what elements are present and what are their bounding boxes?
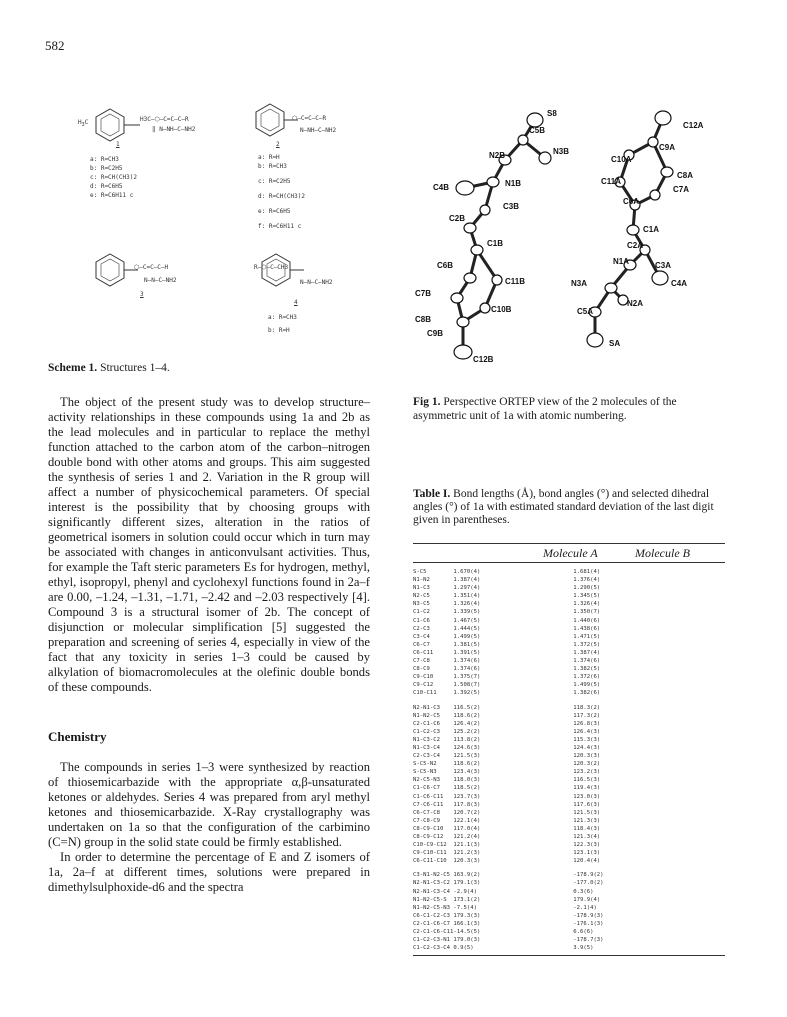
molecule-b-value: 1.372(5) <box>573 641 601 648</box>
molecule-a-value: 120.3(3) <box>453 858 481 865</box>
list-item: b: R=C2H5 <box>90 165 123 172</box>
table-row <box>413 928 725 936</box>
table-row <box>413 720 725 728</box>
molecule-a-value: 163.9(2) <box>453 872 481 879</box>
atom-label: C7B <box>415 289 432 298</box>
atom-label: C4B <box>433 183 450 192</box>
table-row <box>413 665 725 673</box>
structure-4-subchain: N—N—C—NH2 <box>300 279 333 286</box>
paragraph: The compounds in series 1–3 were synthesized by reaction of thiosemicarbazide with the appropriate α,β-unsaturated ketones or aldehydes. Series 4 was prepared from aryl methyl ketones and thiosemicarbazide. X-Ray crystallography was undertaken on 1a so that the configuration of the carbimino (C=N) group in the solid state could be firmly established. <box>48 760 370 849</box>
scheme-1 <box>60 100 380 345</box>
bond-label: C2-C1-C6-C11 <box>413 929 454 936</box>
molecule-a-value: 179.1(3) <box>453 880 481 887</box>
list-item: a: R=CH3 <box>268 314 297 321</box>
molecule-b-value: 118.4(3) <box>573 825 601 832</box>
molecule-b-value: 0.3(6) <box>573 888 594 895</box>
bond-table <box>413 568 725 952</box>
table-row <box>413 704 725 712</box>
table-row <box>413 888 725 896</box>
molecule-a-value: 1.326(4) <box>453 601 481 608</box>
molecule-a-value: 1.375(7) <box>453 674 481 681</box>
molecule-a-value: 179.0(3) <box>453 937 481 944</box>
table-row <box>413 600 725 608</box>
atom-label: SA <box>609 339 621 348</box>
molecule-b-value: 1.350(7) <box>573 609 601 616</box>
list-item: d: R=CH(CH3)2 <box>258 193 305 200</box>
bond-label: N1-N2-C5-S <box>413 896 447 903</box>
list-item: b: R=CH3 <box>258 163 287 170</box>
table-row <box>413 641 725 649</box>
bond-label: C6-C7 <box>413 641 430 648</box>
table-row <box>413 633 725 641</box>
bond-label: N1-C3-C4 <box>413 744 440 751</box>
bond-label: C10-C11 <box>413 690 437 697</box>
caption-label: Table I. <box>413 488 451 500</box>
atom-label: C4A <box>671 279 688 288</box>
bond-label: C7-C8-C9 <box>413 817 440 824</box>
table-row <box>413 879 725 887</box>
table-row <box>413 625 725 633</box>
molecule-a-value: 117.0(4) <box>453 825 481 832</box>
table-row <box>413 841 725 849</box>
body-text <box>48 395 370 895</box>
table-row <box>413 760 725 768</box>
paragraph: The object of the present study was to develop structure–activity relationships in these compounds using 1a and 2b as the lead molecules and in particular to replace the methyl function attached to the carbon atom of the carbon–nitrogen double bond with other atoms and groups. This aim suggested the synthesis of series 1 and 2. Variation in the R group will affect a number of physicochemical parameters. Of special interest is the possibility that by choosing groups with significantly different sizes, alteration in the ratios of geometrical isomers in solution could occur which in turn may be associated with changes in anticonvulsant activities. Thus, for example the Taft steric parameters Es for hydrogen, methyl, ethyl, isopropyl, phenyl and cyclohexyl functions found in 2a–f are 0.00, –1.24, –1.31, –1.71, –2.42 and –2.03 respectively [4]. Compound 3 is a structural isomer of 2b. The concept of disjunction or molecular simplification [5] suggested the preparation and screening of series 4, especially in view of the fact that any toxicity in series 1–3 could be caused by alkylation of biomacromolecules at the olefinic double bonds of these compounds. <box>48 395 370 694</box>
structure-4-list <box>268 313 297 335</box>
atom-label: C10A <box>611 155 632 164</box>
figure-caption <box>413 395 725 423</box>
molecule-a-value: 1.508(7) <box>453 682 481 689</box>
column-header: Molecule B <box>635 546 690 560</box>
table-row <box>413 768 725 776</box>
bond-label: N3-C5 <box>413 601 430 608</box>
section-heading: Chemistry <box>48 729 107 744</box>
molecule-a-value: 1.392(5) <box>453 690 481 697</box>
molecule-a-value: 113.8(2) <box>453 736 481 743</box>
table-row <box>413 912 725 920</box>
molecule-a-value: 1.387(4) <box>453 577 481 584</box>
bond-label: C6-C1-C2-C3 <box>413 912 451 919</box>
atom-label: C6A <box>623 197 640 206</box>
molecule-a-value: 173.1(2) <box>453 896 481 903</box>
table-row <box>413 689 725 697</box>
bond-label: N1-C3 <box>413 585 430 592</box>
table-row <box>413 833 725 841</box>
atom-label: C12A <box>683 121 704 130</box>
molecule-b-value: 123.0(3) <box>573 793 601 800</box>
molecule-a-value: 120.7(2) <box>453 809 481 816</box>
scheme-caption <box>48 361 170 375</box>
molecule-a-value: 1.391(5) <box>453 649 481 656</box>
atom-label: C2B <box>449 214 466 223</box>
table-row <box>413 825 725 833</box>
molecule-a-value: 1.339(5) <box>453 609 481 616</box>
bond-label: C8-C9 <box>413 666 430 673</box>
table-row <box>413 944 725 952</box>
bond-label: N2-C5-N3 <box>413 777 440 784</box>
table-row <box>413 736 725 744</box>
molecule-a-value: 126.4(2) <box>453 720 481 727</box>
caption-label: Scheme 1. <box>48 362 98 374</box>
bond-label: N2-N1-C3 <box>413 704 440 711</box>
molecule-a-value: 121.1(3) <box>453 842 481 849</box>
structure-1-label: $H_3C$ <box>78 119 89 129</box>
bond-label: N2-N1-C3-C2 <box>413 880 451 887</box>
bond-label: C7-C8 <box>413 658 430 665</box>
structure-1-subchain: ‖ N—NH—C—NH2 <box>152 126 196 133</box>
bond-label: C7-C6-C11 <box>413 801 444 808</box>
structure-1-list <box>90 155 137 200</box>
molecule-a-value: 1.670(4) <box>453 569 481 575</box>
molecule-b-value: 123.1(3) <box>573 850 601 857</box>
bond-label: C8-C9-C12 <box>413 834 444 840</box>
bond-label: C2-C1-C6-C7 <box>413 920 451 927</box>
table-row <box>413 857 725 865</box>
table-row <box>413 776 725 784</box>
list-item: b: R=H <box>268 327 290 334</box>
molecule-b-value: 117.3(2) <box>573 712 601 719</box>
molecule-b-value: 1.326(4) <box>573 601 601 608</box>
table-row <box>413 608 725 616</box>
molecule-b-value: 119.4(3) <box>573 785 601 792</box>
list-item: f: R=C6H11 c <box>258 223 302 230</box>
table-row <box>413 744 725 752</box>
bond-label: C1-C6-C11 <box>413 793 444 800</box>
bond-label: C9-C12 <box>413 682 434 689</box>
table-row <box>413 649 725 657</box>
molecule-a-value: 121.2(4) <box>453 834 481 840</box>
molecule-b-value: 1.387(4) <box>573 649 601 656</box>
molecule-b-value: 3.9(5) <box>573 945 594 952</box>
table-row <box>413 809 725 817</box>
structure-4-chain: R—⬡—C—CH3 <box>254 264 289 271</box>
atom-label: N3B <box>553 147 570 156</box>
list-item: a: R=CH3 <box>90 156 119 163</box>
molecule-b-value: 6.6(6) <box>573 929 594 936</box>
atom-label: C10B <box>491 305 512 314</box>
molecule-b-value: 1.382(6) <box>573 690 601 697</box>
bond-label: C1-C2-C3 <box>413 728 440 735</box>
atom-label: C11A <box>601 177 622 186</box>
atom-label: S8 <box>547 109 557 118</box>
molecule-b-value: 122.3(3) <box>573 842 601 849</box>
molecule-a-value: 1.467(5) <box>453 617 481 624</box>
bond-label: C9-C10 <box>413 674 434 681</box>
atom-label: C5A <box>577 307 594 316</box>
table-caption <box>413 488 725 527</box>
atom-label: C3A <box>655 261 672 270</box>
molecule-a-value: 118.6(2) <box>453 712 481 719</box>
structure-2-chain: ⬡—C=C—C—R <box>292 115 327 122</box>
column-header: Molecule A <box>543 546 598 560</box>
molecule-a-value: 117.8(3) <box>453 801 481 808</box>
molecule-b-value: 126.8(3) <box>573 720 601 727</box>
atom-label: C1B <box>487 239 504 248</box>
bond-label: N1-C3-C2 <box>413 736 440 743</box>
molecule-a-value: 122.1(4) <box>453 817 481 824</box>
table-row <box>413 920 725 928</box>
molecule-a-value: 123.4(3) <box>453 769 481 776</box>
list-item: d: R=C6H5 <box>90 183 123 190</box>
structure-1-number: 1 <box>116 141 120 148</box>
molecule-b-value: 1.345(5) <box>573 593 601 600</box>
table-row <box>413 584 725 592</box>
list-item: e: R=C6H11 c <box>90 192 134 199</box>
atom-label: C12B <box>473 355 494 364</box>
molecule-b-value: 1.376(4) <box>573 577 601 584</box>
caption-text: Bond lengths (Å), bond angles (°) and selected dihedral angles (°) of 1a with estimated standard deviation of the last digit given in parentheses. <box>413 488 714 526</box>
molecule-b-value: 1.440(6) <box>573 617 601 624</box>
bond-label: S-C5-N3 <box>413 769 437 776</box>
page-number: 582 <box>45 38 65 53</box>
bond-label: C6-C11-C10 <box>413 858 447 865</box>
atom-label: C9B <box>427 329 444 338</box>
molecule-a-value: 1.374(6) <box>453 666 481 673</box>
structure-3-chain: ⬡—C=C—C—H <box>134 264 169 271</box>
atom-label: C11B <box>505 277 526 286</box>
table-row <box>413 936 725 944</box>
bond-label: C3-C4 <box>413 633 430 640</box>
molecule-a-value: 1.499(5) <box>453 633 481 640</box>
molecule-b-value: 121.3(4) <box>573 834 601 840</box>
molecule-b-value: 1.438(6) <box>573 625 601 632</box>
atom-label: C8A <box>677 171 694 180</box>
caption-label: Fig 1. <box>413 396 441 408</box>
molecule-b-value: -177.0(2) <box>573 880 604 887</box>
table-row <box>413 568 725 576</box>
table-row <box>413 592 725 600</box>
table-1 <box>413 488 725 956</box>
table-row <box>413 896 725 904</box>
table-row <box>413 801 725 809</box>
molecule-b-value: 121.5(3) <box>573 809 601 816</box>
table-row <box>413 673 725 681</box>
structure-2-subchain: N—NH—C—NH2 <box>300 127 337 134</box>
bond-label: C1-C6 <box>413 617 430 624</box>
table-row <box>413 712 725 720</box>
table-header <box>413 544 725 562</box>
bond-label: N2-N1-C3-C4 <box>413 888 451 895</box>
atom-label: C9A <box>659 143 676 152</box>
atom-label: N2A <box>627 299 644 308</box>
bond-label: C2-C1-C6 <box>413 720 440 727</box>
table-row <box>413 576 725 584</box>
bond-label: N1-N2-C5 <box>413 712 440 719</box>
molecule-b-value: 1.681(4) <box>573 569 601 575</box>
molecule-b-value: 1.290(5) <box>573 585 601 592</box>
molecule-a-value: 1.444(5) <box>453 625 481 632</box>
table-row <box>413 657 725 665</box>
structure-3-subchain: N—N—C—NH2 <box>144 277 177 284</box>
molecule-b-value: 1.382(5) <box>573 666 601 673</box>
bond-label: N1-N2-C5-N3 <box>413 904 451 911</box>
atom-label: N1A <box>613 257 630 266</box>
bond-label: C2-C3-C4 <box>413 753 440 760</box>
atom-label: C6B <box>437 261 454 270</box>
list-item: e: R=C6H5 <box>258 208 291 215</box>
bond-label: N1-N2 <box>413 577 430 584</box>
molecule-a-value: 121.5(3) <box>453 753 481 760</box>
atom-label: C2A <box>627 241 644 250</box>
molecule-a-value: 1.351(4) <box>453 593 481 600</box>
atom-label: C3B <box>503 202 520 211</box>
structure-3-number: 3 <box>140 291 144 298</box>
molecule-b-value: -178.9(2) <box>573 872 604 879</box>
table-row <box>413 728 725 736</box>
molecule-b-value: 117.6(3) <box>573 801 601 808</box>
list-item: c: R=C2H5 <box>258 178 291 185</box>
molecule-b-value: 179.9(4) <box>573 896 601 903</box>
molecule-b-value: -178.9(3) <box>573 912 604 919</box>
molecule-b-value: 1.374(6) <box>573 658 601 665</box>
bond-label: C3-N1-N2-C5 <box>413 872 451 879</box>
molecule-b-value: -176.1(3) <box>573 920 604 927</box>
bond-label: S-C5-N2 <box>413 761 437 768</box>
molecule-b-value: 1.372(6) <box>573 674 601 681</box>
molecule-a-value: 1.297(4) <box>453 585 481 592</box>
bond-label: C1-C2-C3-N1 <box>413 937 451 944</box>
bond-label: C1-C2-C3-C4 <box>413 945 451 952</box>
molecule-a-value: 166.1(3) <box>453 920 481 927</box>
molecule-b-value: 120.3(3) <box>573 753 601 760</box>
molecule-a-value: 118.6(2) <box>453 761 481 768</box>
bond-label: C2-C3 <box>413 625 430 632</box>
table-row <box>413 904 725 912</box>
atom-label: C1A <box>643 225 660 234</box>
molecule-a-value: 179.3(3) <box>453 912 481 919</box>
table-row <box>413 871 725 879</box>
structure-4-number: 4 <box>294 299 298 306</box>
list-item: c: R=CH(CH3)2 <box>90 174 137 181</box>
bond-label: C9-C10-C11 <box>413 850 447 857</box>
molecule-a-value: -7.5(4) <box>453 904 477 911</box>
atom-label: N1B <box>505 179 522 188</box>
molecule-a-value: -2.9(4) <box>453 888 477 895</box>
molecule-a-value: 124.6(3) <box>453 744 481 751</box>
molecule-a-value: 116.5(2) <box>453 704 481 711</box>
atom-label: C7A <box>673 185 690 194</box>
molecule-b-value: -2.1(4) <box>573 904 597 911</box>
molecule-b-value: 120.3(2) <box>573 761 601 768</box>
bond-label: C1-C2 <box>413 609 430 616</box>
molecule-a-value: 118.0(3) <box>453 777 481 784</box>
table-row <box>413 681 725 689</box>
atom-label: N2B <box>489 151 506 160</box>
molecule-a-value: 0.9(5) <box>453 945 474 952</box>
table-row <box>413 793 725 801</box>
atom-label: C8B <box>415 315 432 324</box>
molecule-b-value: -178.7(3) <box>573 937 604 944</box>
bond-label: N2-C5 <box>413 593 430 600</box>
molecule-b-value: 126.4(3) <box>573 728 601 735</box>
table-row <box>413 817 725 825</box>
molecule-b-value: 1.471(5) <box>573 633 601 640</box>
bond-label: C6-C11 <box>413 649 434 656</box>
paragraph: In order to determine the percentage of E and Z isomers of 1a, 2a–f at different times, solutions were prepared in dimethylsulphoxide-d6 and the spectra <box>48 850 370 894</box>
bond-label: C10-C9-C12 <box>413 842 447 849</box>
structure-2-number: 2 <box>276 141 280 148</box>
molecule-a-value: 123.7(3) <box>453 793 481 800</box>
molecule-a-value: 1.374(6) <box>453 658 481 665</box>
bond-label: C8-C9-C10 <box>413 825 444 832</box>
molecule-b-value: 1.499(5) <box>573 682 601 689</box>
caption-text: Perspective ORTEP view of the 2 molecules of the asymmetric unit of 1a with atomic numbering. <box>413 396 677 422</box>
atom-label: N3A <box>571 279 588 288</box>
molecule-b-value: 120.4(4) <box>573 858 601 865</box>
molecule-b-value: 123.2(3) <box>573 769 601 776</box>
structure-1-chain: H3C—⬡—C=C—C—R <box>140 116 189 123</box>
atom-label: C5B <box>529 126 546 135</box>
molecule-a-value: 1.381(5) <box>453 641 481 648</box>
list-item: a: R=H <box>258 154 280 161</box>
structure-2-list <box>258 153 305 231</box>
bond-label: S-C5 <box>413 569 427 575</box>
ortep-figure <box>405 100 740 380</box>
table-row <box>413 849 725 857</box>
table-row <box>413 752 725 760</box>
caption-text: Structures 1–4. <box>97 362 170 374</box>
table-row <box>413 617 725 625</box>
molecule-a-value: -14.5(5) <box>453 929 481 936</box>
molecule-a-value: 118.5(2) <box>453 785 481 792</box>
molecule-b-value: 118.3(2) <box>573 704 601 711</box>
molecule-a-value: 125.2(2) <box>453 728 481 735</box>
bond-label: C1-C6-C7 <box>413 785 440 792</box>
bond-label: C6-C7-C8 <box>413 809 440 816</box>
table-row <box>413 784 725 792</box>
molecule-b-value: 121.3(3) <box>573 817 601 824</box>
molecule-b-value: 116.5(3) <box>573 777 601 784</box>
molecule-b-value: 115.3(3) <box>573 736 601 743</box>
molecule-a-value: 121.2(3) <box>453 850 481 857</box>
molecule-b-value: 124.4(3) <box>573 744 601 751</box>
